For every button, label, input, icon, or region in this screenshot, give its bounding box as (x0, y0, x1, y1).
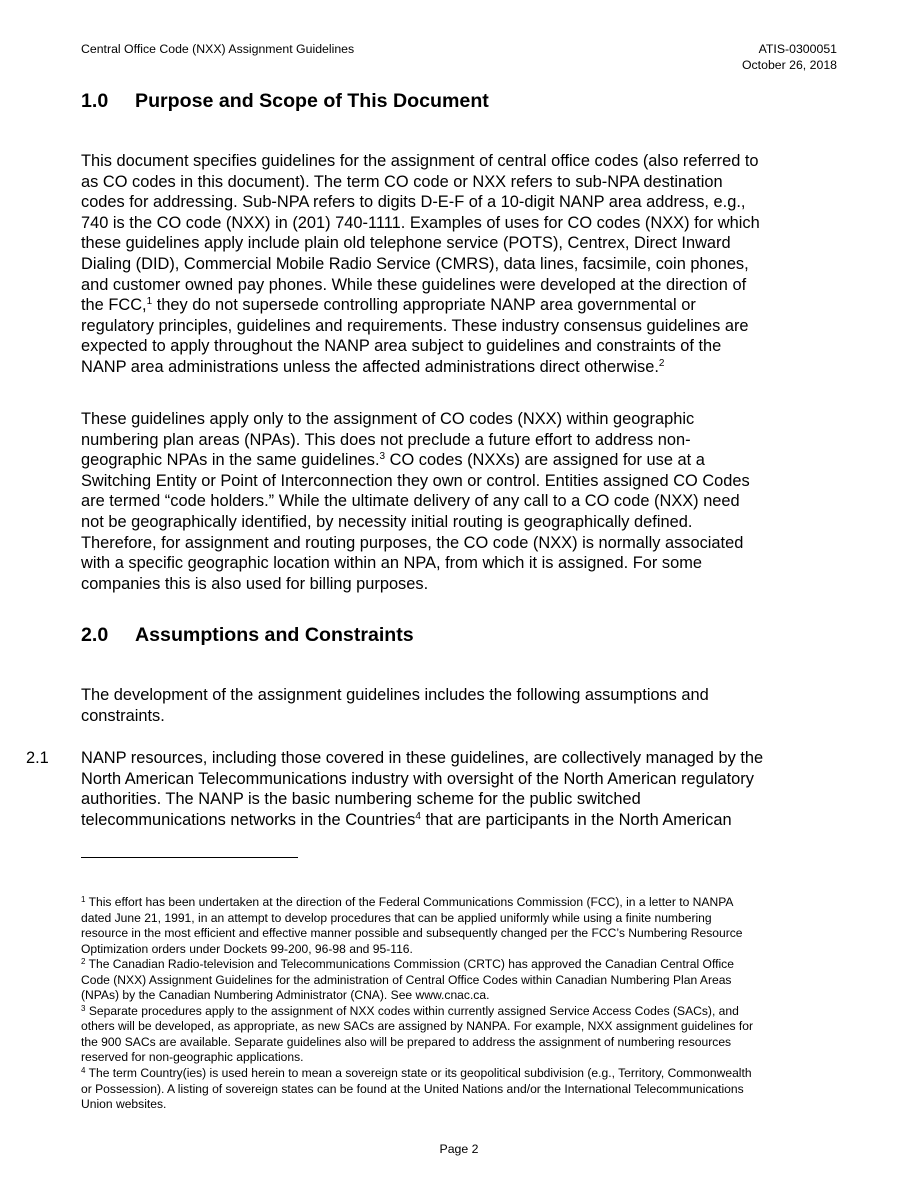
text-fragment: Separate procedures apply to the assignment of NXX codes within currently assigned Service Access Codes (SACs), and (85, 1003, 739, 1018)
footnote-2 (81, 957, 841, 1004)
page-number: Page 2 (439, 1142, 479, 1156)
item-2-1-text (81, 748, 841, 830)
text-fragment: that are participants in the North American (420, 810, 732, 829)
text-line (81, 810, 841, 831)
document-date: October 26, 2018 (741, 58, 837, 72)
text-line: authorities. The NANP is the basic numbering scheme for the public switched (81, 790, 641, 809)
text-line: dated June 21, 1991, in an attempt to develop procedures that can be applied uniformly while using a finite numbering (81, 910, 712, 925)
text-line: others will be developed, as appropriate, as new SACs are assigned by NANPA. For example, NXX assignment guidelines for (81, 1019, 753, 1034)
footnote-1 (81, 895, 841, 957)
section-2-intro (81, 685, 841, 726)
section-1-heading (81, 88, 489, 114)
text-line: Optimization orders under Dockets 99-200, 96-98 and 95-116. (81, 941, 413, 956)
footnote-ref-1: 1 (146, 296, 153, 308)
footnote-ref-3: 3 (379, 451, 386, 463)
text-line (81, 357, 841, 378)
text-line: and customer owned pay phones. While these guidelines were developed at the direction of (81, 275, 747, 294)
text-fragment: NANP area administrations unless the affected administrations direct otherwise. (81, 357, 659, 376)
item-number-2-1: 2.1 (26, 749, 49, 767)
text-fragment: the FCC, (81, 296, 147, 315)
footnote-marker: 1 (81, 895, 86, 904)
text-line (81, 450, 841, 471)
text-line: not be geographically identified, by necessity initial routing is geographically defined. (81, 512, 693, 531)
text-line: Therefore, for assignment and routing purposes, the CO code (NXX) is normally associated (81, 533, 744, 552)
document-id: ATIS-0300051 (758, 42, 837, 56)
text-line (81, 895, 841, 911)
running-header-right (742, 41, 837, 73)
text-line: or Possession). A listing of sovereign states can be found at the United Nations and/or the International Telecommunications (81, 1081, 744, 1096)
text-fragment: CO codes (NXXs) are assigned for use at a (385, 451, 705, 470)
text-fragment: The Canadian Radio-television and Telecommunications Commission (CRTC) has approved the Canadian Central Office (85, 957, 734, 972)
text-line: are termed “code holders.” While the ultimate delivery of any call to a CO code (NXX) need (81, 492, 740, 511)
text-line: This document specifies guidelines for the assignment of central office codes (also referred to (81, 152, 759, 170)
footnote-4 (81, 1066, 841, 1113)
text-fragment: This effort has been undertaken at the direction of the Federal Communications Commission (FCC), in a letter to NANPA (85, 895, 734, 909)
text-fragment: they do not supersede controlling appropriate NANP area governmental or (152, 296, 696, 315)
section-1-paragraph-1 (81, 151, 841, 378)
text-line: reserved for non-geographic applications. (81, 1050, 304, 1065)
footnote-marker: 4 (81, 1066, 86, 1076)
text-line: 740 is the CO code (NXX) in (201) 740-1111. Examples of uses for CO codes (NXX) for which (81, 213, 760, 232)
text-line: NANP resources, including those covered in these guidelines, are collectively managed by the (81, 749, 764, 767)
section-2-heading (81, 622, 414, 648)
section-title: Purpose and Scope of This Document (135, 90, 489, 112)
footnote-3 (81, 1004, 841, 1066)
text-line: Dialing (DID), Commercial Mobile Radio Service (CMRS), data lines, facsimile, coin phones, (81, 254, 749, 273)
footnote-separator (81, 857, 298, 858)
footnotes (81, 895, 841, 1113)
text-line: expected to apply throughout the NANP area subject to guidelines and constraints of the (81, 337, 722, 356)
text-line: (NPAs) by the Canadian Numbering Administrator (CNA). See www.cnac.ca. (81, 988, 490, 1003)
footnote-ref-4: 4 (415, 810, 421, 822)
text-fragment: The term Country(ies) is used herein to mean a sovereign state or its geopolitical subdivision (e.g., Territory, Commonwealth (85, 1066, 752, 1081)
text-line (81, 1004, 841, 1020)
text-line (81, 295, 841, 316)
text-line: these guidelines apply include plain old telephone service (POTS), Centrex, Direct Inward (81, 234, 731, 253)
footnote-marker: 2 (81, 957, 86, 967)
section-title: Assumptions and Constraints (135, 624, 414, 646)
text-line (81, 1066, 841, 1082)
text-line: The development of the assignment guidelines includes the following assumptions and (81, 686, 709, 704)
text-line: companies this is also used for billing purposes. (81, 574, 429, 593)
text-fragment: geographic NPAs in the same guidelines. (81, 451, 380, 470)
text-line: These guidelines apply only to the assignment of CO codes (NXX) within geographic (81, 410, 695, 428)
text-line: the 900 SACs are available. Separate guidelines also will be prepared to address the assignment of numbering resources (81, 1034, 732, 1049)
section-number: 1.0 (81, 90, 109, 112)
footnote-marker: 3 (81, 1003, 86, 1013)
text-fragment: telecommunications networks in the Countries (81, 810, 416, 829)
text-line: with a specific geographic location within an NPA, from which it is assigned. For some (81, 554, 702, 573)
section-number: 2.0 (81, 624, 109, 646)
text-line: Union websites. (81, 1097, 167, 1112)
footnote-ref-2: 2 (658, 357, 665, 369)
text-line: as CO codes in this document). The term CO code or NXX refers to sub-NPA destination (81, 172, 723, 191)
text-line: regulatory principles, guidelines and requirements. These industry consensus guidelines are (81, 316, 749, 335)
section-1-paragraph-2 (81, 409, 841, 594)
text-line: Switching Entity or Point of Interconnection they own or control. Entities assigned CO Codes (81, 471, 750, 490)
running-header-title: Central Office Code (NXX) Assignment Guidelines (81, 42, 355, 56)
text-line: numbering plan areas (NPAs). This does not preclude a future effort to address non- (81, 430, 691, 449)
text-line: North American Telecommunications industry with oversight of the North American regulatory (81, 769, 754, 788)
text-line: codes for addressing. Sub-NPA refers to digits D-E-F of a 10-digit NANP area address, e.g., (81, 193, 746, 212)
text-line: constraints. (81, 706, 165, 725)
text-line (81, 957, 841, 973)
text-line: Code (NXX) Assignment Guidelines for the administration of Central Office Codes within Canadian Numbering Plan Areas (81, 972, 732, 987)
text-line: resource in the most efficient and effective manner possible and subsequently changed per the FCC’s Numbering Resource (81, 926, 743, 941)
